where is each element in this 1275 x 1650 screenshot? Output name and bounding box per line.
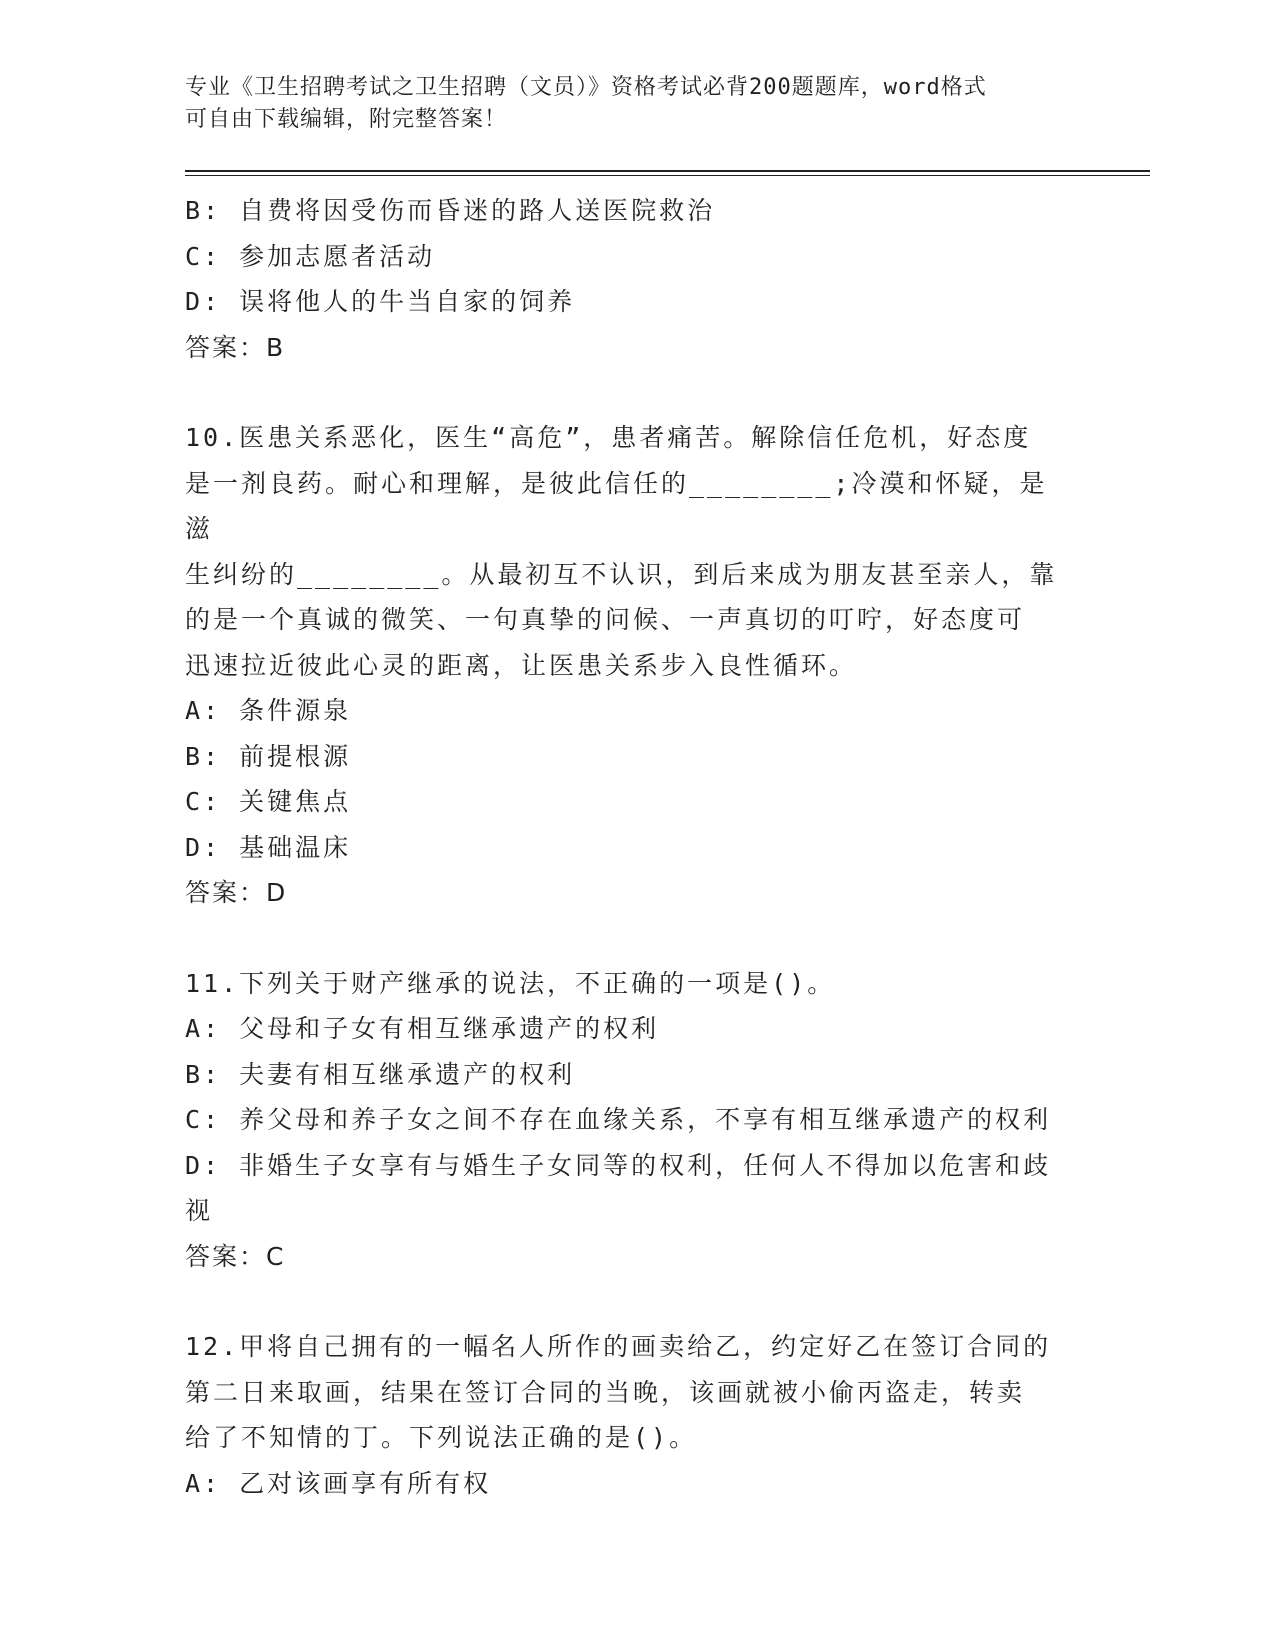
question-stem-line: 给了不知情的丁。下列说法正确的是()。: [185, 1423, 698, 1452]
option-d: D: 非婚生子女享有与婚生子女同等的权利，任何人不得加以危害和歧: [185, 1150, 1052, 1180]
option-d: D: 误将他人的牛当自家的饲养: [185, 287, 576, 316]
answer-line: 答案：C: [185, 1241, 286, 1271]
answer-line: 答案：B: [185, 332, 286, 362]
question-stem-line: 是一剂良药。耐心和理解，是彼此信任的________;冷漠和怀疑，是滋: [185, 468, 1048, 543]
option-a: A: 条件源泉: [185, 696, 352, 725]
option-b: B: 自费将因受伤而昏迷的路人送医院救治: [185, 196, 716, 225]
document-header: [185, 72, 1065, 136]
question-stem-line: 11.下列关于财产继承的说法，不正确的一项是()。: [185, 968, 836, 998]
question-stem-line: 生纠纷的________。从最初互不认识，到后来成为朋友甚至亲人，靠: [185, 559, 1058, 589]
option-c: C: 养父母和养子女之间不存在血缘关系，不享有相互继承遗产的权利: [185, 1105, 1052, 1134]
option-b: B: 夫妻有相互继承遗产的权利: [185, 1059, 576, 1089]
question-stem-line: 10.医患关系恶化，医生“高危”，患者痛苦。解除信任危机，好态度: [185, 423, 1032, 452]
question-9-tail: [185, 188, 1065, 370]
spacer: [185, 370, 1065, 415]
option-b: B: 前提根源: [185, 741, 352, 771]
answer-line: 答案：D: [185, 878, 288, 907]
question-stem-line: 第二日来取画，结果在签订合同的当晚，该画就被小偷丙盗走，转卖: [185, 1377, 1026, 1407]
question-stem-line: 12.甲将自己拥有的一幅名人所作的画卖给乙，约定好乙在签订合同的: [185, 1332, 1052, 1361]
question-stem-line: 的是一个真诚的微笑、一句真挚的问候、一声真切的叮咛，好态度可: [185, 605, 1026, 634]
option-d-continued: 视: [185, 1196, 214, 1225]
option-d: D: 基础温床: [185, 832, 352, 862]
question-10: [185, 415, 1065, 916]
option-c: C: 参加志愿者活动: [185, 241, 436, 271]
spacer: [185, 916, 1065, 961]
document-body: [185, 188, 1065, 1506]
question-11: [185, 961, 1065, 1280]
option-a: A: 乙对该画享有所有权: [185, 1468, 492, 1498]
header-divider-thin: [185, 175, 1150, 176]
question-12: [185, 1324, 1065, 1506]
option-a: A: 父母和子女有相互继承遗产的权利: [185, 1014, 660, 1043]
spacer: [185, 1279, 1065, 1324]
header-line-2: 可自由下载编辑，附完整答案！: [185, 107, 508, 132]
header-divider-thick: [185, 170, 1150, 172]
header-line-1: 专业《卫生招聘考试之卫生招聘（文员）》资格考试必背200题题库，word格式: [185, 75, 987, 100]
question-stem-line: 迅速拉近彼此心灵的距离，让医患关系步入良性循环。: [185, 650, 858, 680]
option-c: C: 关键焦点: [185, 787, 352, 816]
